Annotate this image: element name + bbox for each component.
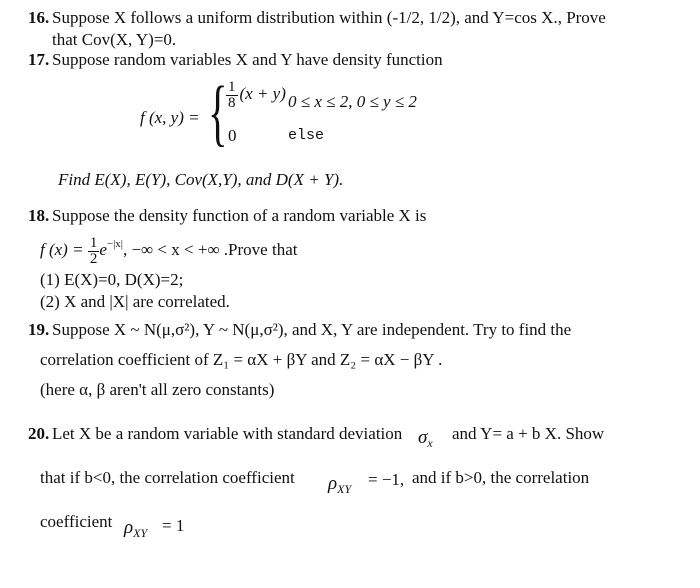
q16-text-line2: that Cov(X, Y)=0. <box>52 30 177 49</box>
q17-case1: $\frac{1}{8}$ (x + y) <box>228 79 286 111</box>
q20-text-line2b: and if b>0, the correlation <box>412 468 590 487</box>
q19-text-line3: (here α, β aren't all zero constants) <box>40 380 275 399</box>
q18-intro: Suppose the density function of a random variable X is <box>52 206 427 225</box>
q17-fraction: $\frac{1}{8}$ <box>228 79 236 111</box>
q20-sigma-symbol: $\sigma_x$ <box>418 427 433 450</box>
q20-text-line2a: that if b<0, the correlation coefficient <box>40 468 295 487</box>
q17-find: Find E(X), E(Y), Cov(X,Y), and D(X + Y). <box>58 170 344 189</box>
q20-text-line1a: Let X be a random variable with standard deviation <box>52 424 403 443</box>
q18-part1: (1) E(X)=0, D(X)=2; <box>40 270 184 289</box>
q17-case2-condition: else <box>288 127 325 144</box>
q17-piecewise-brace: { <box>208 72 228 154</box>
q20-rho-value-positive: = 1 <box>162 516 185 535</box>
q20-number: 20. <box>28 424 50 443</box>
q18-fraction: $\frac{1}{2}$ <box>89 234 98 267</box>
q18-number: 18. <box>28 206 50 225</box>
q20-text-line3a: coefficient <box>40 512 113 531</box>
q16-text-line1: Suppose X follows a uniform distribution within (-1/2, 1/2), and Y=cos X., Prove <box>52 8 606 27</box>
q20-text-line1b: and Y= a + b X. Show <box>452 424 605 443</box>
q18-part2: (2) X and |X| are correlated. <box>40 292 230 311</box>
q20-rho-symbol-1: $\rho_{XY}$ <box>328 473 352 496</box>
q17-function-lhs: f (x, y) = <box>140 108 200 127</box>
q19-text-line1: Suppose X ~ N(μ,σ²), Y ~ N(μ,σ²), and X, Y are independent. Try to find the <box>52 320 572 339</box>
q17-case1-condition: 0 ≤ x ≤ 2, 0 ≤ y ≤ 2 <box>288 92 417 111</box>
q20-rho-value-negative: = −1, <box>368 470 405 489</box>
q19-text-line2: correlation coefficient of Z₁ = αX + βY and Z₂ = αX − βY . <box>40 350 443 369</box>
q17-number: 17. <box>28 50 50 69</box>
q19-number: 19. <box>28 320 50 339</box>
q17-case2-value: 0 <box>228 126 237 145</box>
q16-number: 16. <box>28 8 50 27</box>
q20-rho-symbol-2: $\rho_{XY}$ <box>124 517 148 540</box>
q17-intro: Suppose random variables X and Y have density function <box>52 50 443 69</box>
q18-density: f (x) = $\frac{1}{2}$ $e^{-|x|}$, −∞ < x < +∞ .Prove that <box>40 234 298 267</box>
